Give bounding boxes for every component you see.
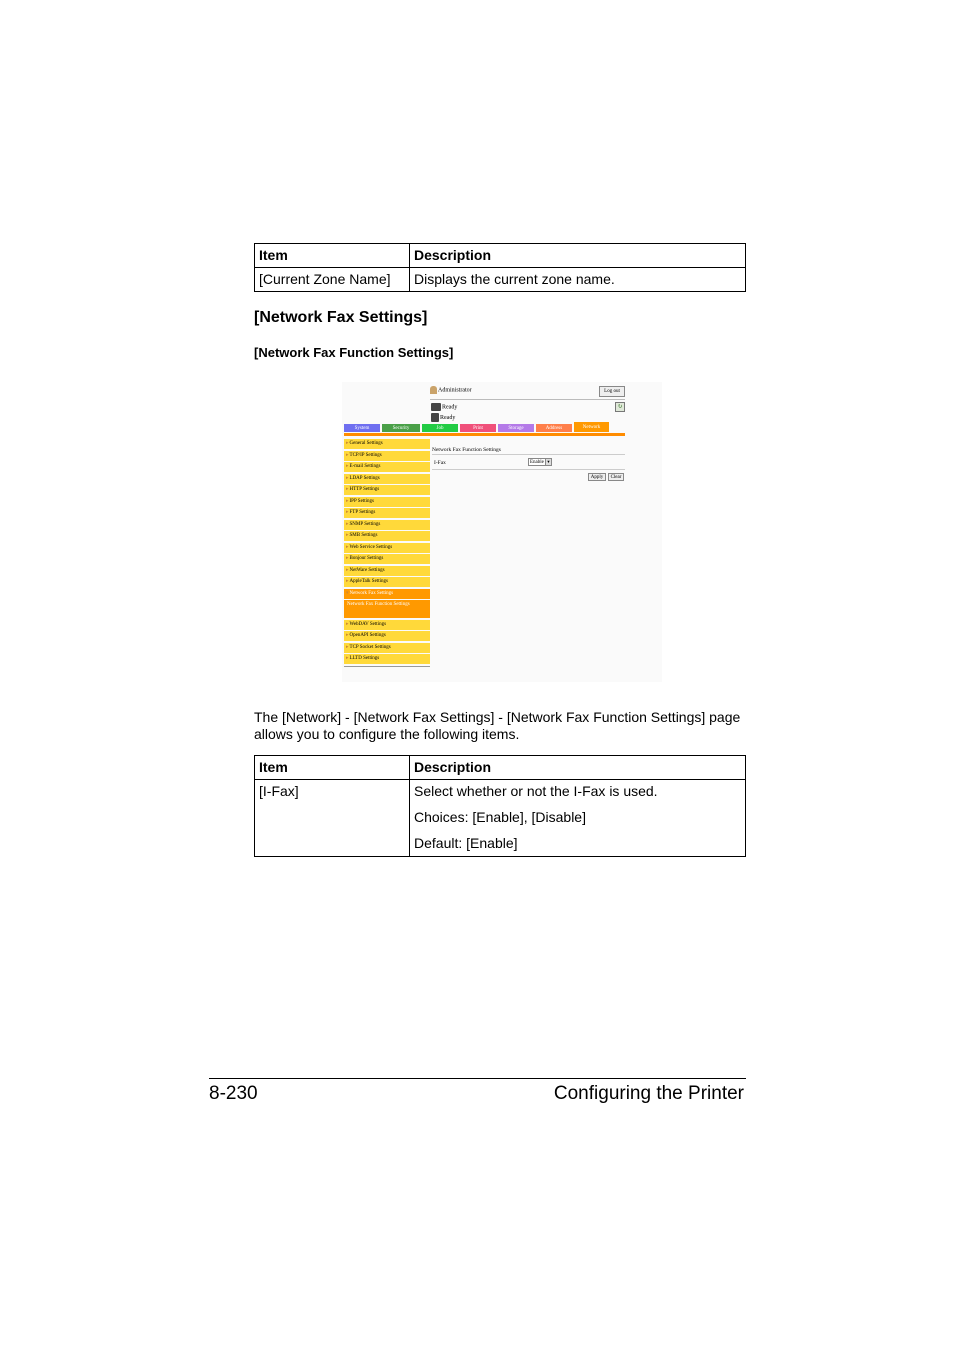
sidebar-item-label: TCP/IP Settings	[349, 452, 382, 458]
bullet-icon: ▸	[346, 579, 349, 584]
sidebar-item[interactable]	[344, 497, 430, 507]
bullet-icon: ▸	[346, 498, 349, 504]
scanner-status: Ready	[440, 414, 456, 421]
sidebar-item[interactable]	[344, 643, 430, 653]
subsection-heading: [Network Fax Function Settings]	[254, 345, 454, 360]
sidebar-item[interactable]	[344, 508, 430, 518]
tab-security[interactable]: Security	[382, 424, 420, 432]
sidebar-item[interactable]	[344, 620, 430, 630]
divider	[432, 469, 625, 470]
content-title: Network Fax Function Settings	[432, 447, 501, 453]
user-icon	[430, 386, 437, 394]
apply-button[interactable]: Apply	[588, 473, 606, 481]
sidebar-item-label: Web Service Settings	[349, 544, 393, 550]
chevron-down-icon: ▼	[546, 459, 551, 464]
table-row	[255, 780, 746, 857]
sidebar-item[interactable]	[344, 543, 430, 553]
sidebar-item-label: Network Fax Settings	[349, 590, 394, 596]
bullet-icon: ▸	[346, 464, 349, 469]
bullet-icon: ▸	[346, 556, 349, 561]
divider	[430, 399, 625, 400]
sidebar-item[interactable]	[344, 554, 430, 564]
bullet-icon: ▸	[346, 633, 349, 638]
tab-network[interactable]: Network	[574, 422, 609, 432]
clear-button[interactable]: Clear	[608, 473, 624, 481]
web-ui-screenshot	[342, 382, 662, 682]
toner-icon	[431, 413, 439, 422]
cell-item: [I-Fax]	[255, 780, 410, 857]
bullet-icon: ▸	[346, 644, 349, 650]
sidebar-menu	[344, 439, 430, 667]
bullet-icon: ▸	[346, 533, 349, 538]
column-header-description: Description	[410, 756, 746, 780]
sidebar-item[interactable]	[344, 631, 430, 641]
printer-status: Ready	[442, 404, 458, 411]
table-header-row	[255, 244, 746, 268]
sidebar-item-label: Network Fax Function Settings	[347, 602, 410, 607]
bullet-icon: ▸	[346, 544, 349, 550]
sidebar-item-label: General Settings	[349, 441, 383, 446]
footer-divider	[209, 1078, 746, 1079]
section-heading: [Network Fax Settings]	[254, 309, 428, 326]
sidebar-item-label: AppleTalk Settings	[349, 579, 388, 584]
sidebar-item[interactable]	[344, 520, 430, 530]
sidebar-item[interactable]	[344, 589, 430, 599]
scanner-status-row	[431, 413, 455, 422]
ifax-label: I-Fax	[434, 460, 446, 466]
admin-label: Administrator	[430, 386, 472, 394]
bullet-icon: ▸	[346, 487, 349, 492]
sidebar-item-label: NetWare Settings	[349, 567, 385, 573]
bullet-icon: ▸	[346, 452, 349, 458]
sidebar-item[interactable]	[344, 439, 430, 449]
column-header-description: Description	[410, 244, 746, 268]
tab-address[interactable]: Address	[536, 424, 572, 432]
sidebar-item-label: LLTD Settings	[349, 656, 380, 661]
ifax-select[interactable]: Enable ▼	[530, 459, 551, 465]
tab-bar	[344, 424, 625, 432]
bullet-icon: ▸	[346, 510, 349, 515]
sidebar-item[interactable]	[344, 462, 430, 472]
sidebar-item[interactable]	[344, 451, 430, 461]
column-header-item: Item	[255, 244, 410, 268]
sidebar-item[interactable]	[344, 577, 430, 587]
refresh-icon[interactable]: ↻	[615, 402, 625, 412]
bullet-icon: ▸	[346, 521, 349, 527]
sidebar-item[interactable]	[344, 600, 430, 618]
sidebar-item-label: IPP Settings	[349, 498, 374, 504]
sidebar-item-label: LDAP Settings	[349, 475, 380, 481]
sidebar-item-label: SMB Settings	[349, 533, 378, 538]
tab-print[interactable]: Print	[460, 424, 496, 432]
chapter-title: Configuring the Printer	[553, 1083, 744, 1104]
sidebar-item-label: Bonjour Settings	[349, 556, 384, 561]
page-number: 8-230	[209, 1083, 258, 1104]
printer-icon	[431, 403, 441, 411]
tab-system[interactable]: System	[344, 424, 380, 432]
ifax-table	[254, 755, 746, 857]
bullet-icon: ▸	[346, 656, 349, 661]
printer-status-row	[431, 403, 457, 411]
current-zone-table	[254, 243, 746, 292]
table-row	[255, 268, 746, 292]
tab-underline	[344, 433, 625, 436]
cell-item: [Current Zone Name]	[255, 268, 410, 292]
description-line: Default: [Enable]	[414, 835, 518, 851]
bullet-icon: ▸	[346, 441, 349, 446]
bullet-icon: ▸	[346, 475, 349, 481]
sidebar-item[interactable]	[344, 474, 430, 484]
divider	[432, 454, 625, 455]
bullet-icon: ▾	[346, 590, 349, 596]
description-line: Choices: [Enable], [Disable]	[414, 809, 586, 825]
sidebar-item-label: OpenAPI Settings	[349, 633, 386, 638]
sidebar-item-label: WebDAV Settings	[349, 621, 387, 627]
sidebar-item[interactable]	[344, 566, 430, 576]
cell-description	[410, 780, 746, 857]
bullet-icon: ▸	[346, 621, 349, 627]
table-header-row	[255, 756, 746, 780]
divider	[344, 666, 430, 667]
sidebar-item-label: HTTP Settings	[349, 487, 380, 492]
cell-description: Displays the current zone name.	[410, 268, 746, 292]
sidebar-item-label: SNMP Settings	[349, 521, 381, 527]
tab-storage[interactable]: Storage	[498, 424, 534, 432]
column-header-item: Item	[255, 756, 410, 780]
sidebar-item[interactable]	[344, 485, 430, 495]
logout-button[interactable]: Log out	[599, 386, 625, 397]
bullet-icon: ▸	[346, 567, 349, 573]
sidebar-item-label: TCP Socket Settings	[349, 644, 391, 650]
description-paragraph: The [Network] - [Network Fax Settings] - [Network Fax Function Settings] page allows you to configure the following items.	[254, 709, 741, 742]
tab-job[interactable]: Job	[422, 424, 458, 432]
sidebar-item-label: FTP Settings	[349, 510, 376, 515]
sidebar-item-label: E-mail Settings	[349, 464, 381, 469]
sidebar-item[interactable]	[344, 531, 430, 541]
description-line: Select whether or not the I-Fax is used.	[414, 783, 658, 799]
sidebar-item[interactable]	[344, 654, 430, 664]
